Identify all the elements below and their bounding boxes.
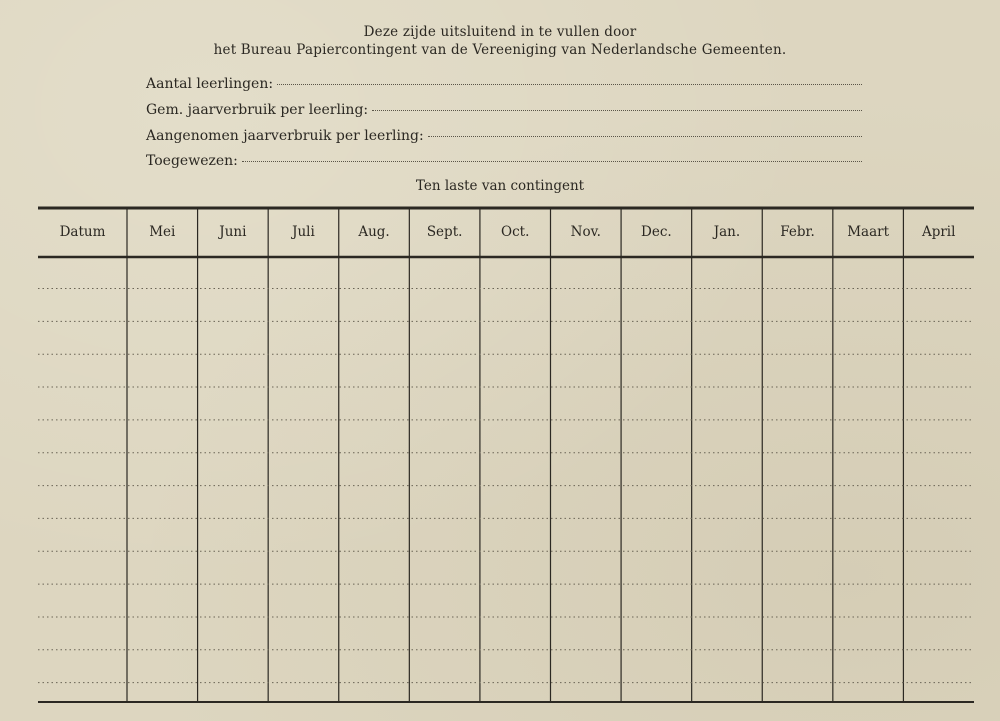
- column-header-dec: Dec.: [641, 224, 672, 240]
- column-header-juni: Juni: [219, 224, 247, 240]
- table-caption: Ten laste van contingent: [415, 178, 585, 194]
- dotted-fill-line: [428, 135, 862, 137]
- dotted-fill-line: [372, 109, 862, 111]
- field-label: Aantal leerlingen:: [146, 76, 274, 92]
- field-toegewezen[interactable]: [146, 153, 862, 169]
- column-header-april: April: [921, 224, 956, 240]
- field-label: Toegewezen:: [146, 153, 238, 169]
- field-gem-jaarverbruik[interactable]: [146, 102, 862, 118]
- column-header-oct: Oct.: [501, 224, 530, 240]
- field-label: Aangenomen jaarverbruik per leerling:: [146, 128, 424, 144]
- column-header-sept: Sept.: [426, 224, 463, 240]
- column-header-febr: Febr.: [780, 224, 815, 240]
- column-header-row: [38, 207, 974, 257]
- column-header-jan: Jan.: [713, 224, 741, 240]
- dotted-fill-line: [242, 160, 862, 162]
- field-aantal-leerlingen[interactable]: [146, 76, 862, 92]
- field-aangenomen-jaarverbruik[interactable]: [146, 128, 862, 144]
- dotted-fill-line: [277, 83, 862, 85]
- ledger-grid: [38, 207, 974, 703]
- column-header-datum: Datum: [59, 224, 106, 240]
- column-header-maart: Maart: [847, 224, 890, 240]
- ledger-table: [38, 207, 974, 703]
- column-header-juli: Juli: [292, 224, 315, 240]
- field-label: Gem. jaarverbruik per leerling:: [146, 102, 369, 118]
- column-header-aug: Aug.: [358, 224, 390, 240]
- column-header-mei: Mei: [149, 224, 176, 240]
- header-line-2: het Bureau Papiercontingent van de Vereeniging van Nederlandsche Gemeenten.: [213, 42, 787, 58]
- column-header-nov: Nov.: [570, 224, 601, 240]
- header-line-1: Deze zijde uitsluitend in te vullen door: [363, 24, 637, 40]
